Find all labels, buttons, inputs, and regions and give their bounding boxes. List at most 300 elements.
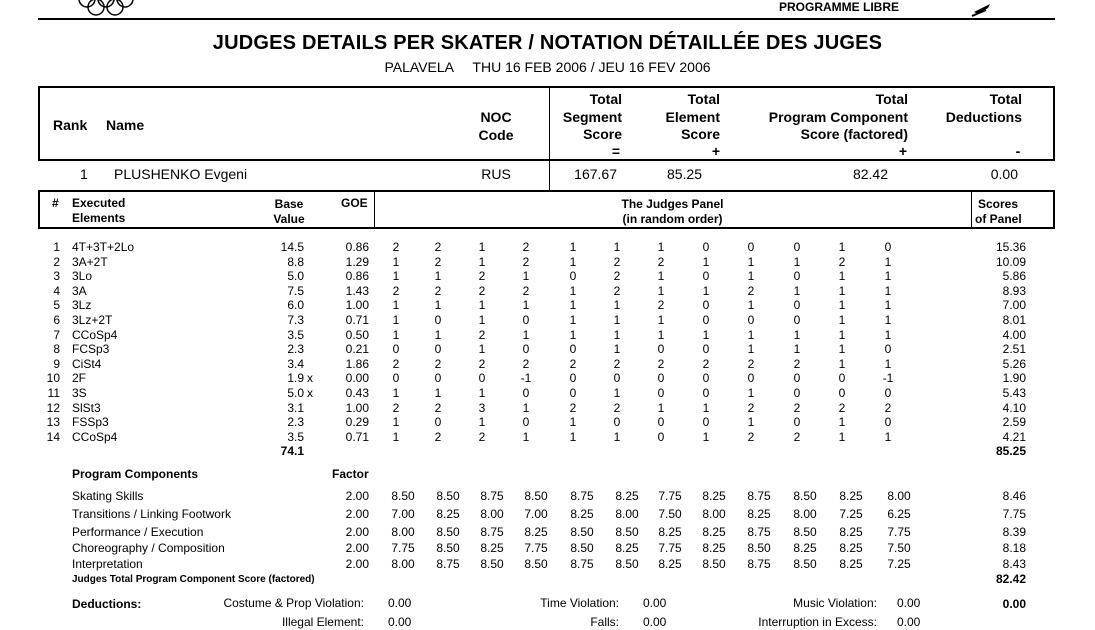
element-judge-mark: 2 (392, 400, 400, 415)
component-judge-mark: 8.25 (702, 541, 726, 555)
element-judge-mark: 1 (884, 254, 892, 269)
component-judge-mark: 8.00 (480, 507, 504, 521)
element-name: CiSt4 (72, 356, 102, 371)
element-judge-mark: 1 (569, 415, 577, 430)
element-judge-mark: 0 (522, 342, 530, 357)
element-judge-mark: 1 (884, 429, 892, 444)
element-judge-mark: -1 (882, 371, 894, 386)
element-base: 5.0 (287, 269, 304, 284)
component-judge-mark: 7.75 (887, 525, 911, 539)
element-judge-mark: 1 (569, 327, 577, 342)
element-judge-mark: 0 (838, 386, 846, 400)
element-judge-mark: 1 (702, 400, 710, 415)
component-judge-mark: 8.25 (839, 525, 863, 539)
element-judge-mark: 0 (702, 240, 710, 254)
olympic-rings-logo (78, 0, 134, 16)
element-num: 14 (46, 429, 60, 444)
element-judge-mark: 2 (392, 240, 400, 254)
component-judge-mark: 8.50 (524, 489, 548, 503)
component-judge-mark: 8.00 (391, 525, 415, 539)
component-judge-mark: 8.50 (747, 541, 771, 555)
element-goe: 1.29 (345, 254, 369, 269)
element-judge-mark: 2 (884, 400, 892, 415)
illegal-label: Illegal Element: (281, 615, 364, 629)
element-judge-mark: 1 (747, 269, 755, 284)
element-judge-mark: 2 (613, 356, 621, 371)
component-judge-mark: 8.25 (658, 525, 682, 539)
noc-header-2: Code (478, 127, 514, 143)
element-base: 3.4 (287, 356, 304, 371)
element-num: 2 (53, 254, 60, 269)
element-base: 2.3 (287, 342, 304, 357)
pcs-total-score: 82.42 (995, 572, 1026, 586)
component-name: Performance / Execution (72, 525, 204, 539)
time-label: Time Violation: (540, 596, 619, 610)
element-judge-mark: 1 (793, 283, 801, 298)
element-judge-mark: 0 (569, 269, 577, 284)
pcs-header-1: Total (875, 91, 908, 107)
element-judge-mark: 0 (702, 371, 710, 386)
element-judge-mark: 2 (569, 400, 577, 415)
element-judge-mark: 1 (838, 313, 846, 327)
element-name: 3A (72, 283, 87, 298)
component-judge-mark: 7.25 (839, 507, 863, 521)
component-judge-mark: 8.50 (570, 541, 594, 555)
scores-header-2: of Panel (975, 212, 1022, 226)
element-num: 13 (46, 415, 60, 430)
element-judge-mark: 1 (884, 283, 892, 298)
element-judge-mark: 2 (793, 429, 801, 444)
element-judge-mark: 2 (613, 283, 621, 298)
component-judge-mark: 7.50 (658, 507, 682, 521)
element-name: FCSp3 (72, 342, 110, 357)
component-panel-score: 8.39 (1002, 525, 1026, 539)
element-name: 3Lo (72, 269, 93, 284)
element-judge-mark: 2 (522, 254, 530, 269)
component-judge-mark: 8.00 (793, 507, 817, 521)
time-value: 0.00 (643, 596, 667, 610)
element-judge-mark: 1 (838, 283, 846, 298)
element-judge-mark: 0 (434, 415, 442, 430)
element-base: 3.5 (287, 429, 304, 444)
element-judge-mark: 0 (793, 386, 801, 400)
element-judge-mark: 1 (613, 429, 621, 444)
header-rule (38, 18, 1055, 20)
element-base: 7.5 (287, 283, 304, 298)
element-judge-mark: 2 (434, 254, 442, 269)
element-judge-mark: 2 (478, 356, 486, 371)
ded-header-4: - (1015, 143, 1021, 159)
element-judge-mark: 1 (838, 415, 846, 430)
element-judge-mark: 0 (657, 386, 665, 400)
element-judge-mark: 0 (793, 371, 801, 386)
element-judge-mark: 1 (657, 240, 665, 254)
element-judge-mark: 0 (392, 342, 400, 357)
component-judge-mark: 8.75 (480, 525, 504, 539)
music-label: Music Violation: (793, 596, 877, 610)
costume-value: 0.00 (388, 596, 412, 610)
element-judge-mark: 1 (838, 429, 846, 444)
element-name: CCoSp4 (72, 429, 118, 444)
exec-header-2: Elements (72, 211, 126, 225)
element-panel-score: 4.10 (1002, 400, 1026, 415)
deductions-total: 0.00 (1002, 597, 1026, 611)
element-judge-mark: 1 (613, 327, 621, 342)
element-name: SlSt3 (72, 400, 101, 415)
interruption-label: Interruption in Excess: (758, 615, 877, 629)
element-judge-mark: 0 (613, 415, 621, 430)
element-judge-mark: 1 (522, 327, 530, 342)
element-judge-mark: 2 (522, 356, 530, 371)
element-panel-score: 8.01 (1002, 313, 1026, 327)
element-judge-mark: 1 (884, 356, 892, 371)
component-judge-mark: 8.75 (747, 525, 771, 539)
element-late-mark: x (307, 386, 313, 400)
element-judge-mark: 2 (392, 283, 400, 298)
element-judge-mark: 0 (884, 342, 892, 357)
falls-value: 0.00 (643, 615, 667, 629)
element-base: 14.5 (280, 240, 304, 254)
panel-header-2: (in random order) (622, 212, 723, 226)
element-panel-score: 1.90 (1002, 371, 1026, 386)
element-name: FSSp3 (72, 415, 109, 430)
element-name: 2F (72, 371, 87, 386)
element-judge-mark: 1 (613, 342, 621, 357)
element-judge-mark: 0 (793, 313, 801, 327)
page-title: JUDGES DETAILS PER SKATER / NOTATION DÉTAILLÉE DES JUGES (212, 32, 883, 54)
element-judge-mark: 2 (613, 269, 621, 284)
element-judge-mark: 2 (657, 298, 665, 313)
tes-header-2: Element (665, 109, 720, 125)
element-judge-mark: 1 (613, 386, 621, 400)
component-judge-mark: 8.25 (524, 525, 548, 539)
element-judge-mark: 0 (434, 371, 442, 386)
component-judge-mark: 8.25 (658, 557, 682, 571)
element-judge-mark: 1 (747, 298, 755, 313)
component-name: Choreography / Composition (72, 541, 225, 555)
element-judge-mark: 2 (838, 254, 846, 269)
component-judge-mark: 8.50 (391, 489, 415, 503)
element-judge-mark: 0 (702, 313, 710, 327)
component-judge-mark: 8.75 (436, 557, 460, 571)
component-judge-mark: 8.00 (702, 507, 726, 521)
element-judge-mark: 2 (522, 240, 530, 254)
element-judge-mark: 0 (702, 269, 710, 284)
element-judge-mark: 2 (793, 356, 801, 371)
element-judge-mark: 2 (434, 240, 442, 254)
costume-label: Costume & Prop Violation: (223, 596, 364, 610)
element-judge-mark: 1 (793, 254, 801, 269)
rank-header: Rank (53, 117, 88, 133)
element-base: 1.9 (287, 371, 304, 386)
component-judge-mark: 8.00 (887, 489, 911, 503)
element-judge-mark: 1 (657, 327, 665, 342)
component-judge-mark: 7.75 (391, 541, 415, 555)
element-goe: 0.00 (345, 371, 369, 386)
element-judge-mark: 1 (793, 342, 801, 357)
element-judge-mark: 0 (884, 386, 892, 400)
element-judge-mark: 1 (657, 313, 665, 327)
component-judge-mark: 8.50 (480, 557, 504, 571)
component-factor: 2.00 (345, 507, 369, 521)
skater-rank: 1 (80, 166, 88, 182)
element-judge-mark: 2 (478, 327, 486, 342)
name-header: Name (106, 117, 145, 133)
elements-total-score: 85.25 (995, 444, 1026, 458)
element-judge-mark: 2 (478, 283, 486, 298)
element-judge-mark: 1 (569, 298, 577, 313)
element-judge-mark: 1 (569, 429, 577, 444)
ded-header-1: Total (989, 91, 1022, 107)
element-judge-mark: 0 (793, 240, 801, 254)
noc-header-1: NOC (480, 109, 512, 125)
component-factor: 2.00 (345, 557, 369, 571)
element-judge-mark: 0 (884, 415, 892, 430)
element-judge-mark: 2 (793, 400, 801, 415)
element-base: 3.5 (287, 327, 304, 342)
element-panel-score: 4.21 (1002, 429, 1026, 444)
element-judge-mark: 0 (522, 386, 530, 400)
element-judge-mark: 1 (884, 298, 892, 313)
falls-label: Falls: (590, 615, 619, 629)
element-judge-mark: 0 (747, 371, 755, 386)
element-judge-mark: 1 (434, 386, 442, 400)
component-judge-mark: 8.50 (436, 525, 460, 539)
skater-pcs: 82.42 (852, 166, 888, 182)
skater-tes: 85.25 (666, 166, 702, 182)
element-base: 3.1 (287, 400, 304, 415)
component-judge-mark: 8.25 (436, 507, 460, 521)
element-judge-mark: 2 (613, 400, 621, 415)
skater-ded: 0.00 (990, 166, 1018, 182)
element-judge-mark: 1 (613, 313, 621, 327)
element-judge-mark: 1 (392, 386, 400, 400)
element-judge-mark: 0 (702, 415, 710, 430)
component-judge-mark: 8.75 (570, 489, 594, 503)
element-judge-mark: 1 (747, 342, 755, 357)
deductions-label: Deductions: (72, 597, 142, 611)
element-judge-mark: 0 (657, 342, 665, 357)
element-judge-mark: 1 (884, 313, 892, 327)
component-judge-mark: 8.25 (570, 507, 594, 521)
element-panel-score: 10.09 (995, 254, 1026, 269)
element-num: 12 (46, 400, 60, 415)
pcs-header-2: Program Component (768, 109, 908, 125)
component-judge-mark: 8.00 (615, 507, 639, 521)
element-panel-score: 5.43 (1002, 386, 1026, 400)
element-base: 7.3 (287, 313, 304, 327)
element-judge-mark: 3 (478, 400, 486, 415)
element-goe: 0.86 (345, 240, 369, 254)
element-judge-mark: 0 (569, 386, 577, 400)
element-judge-mark: 2 (657, 254, 665, 269)
page-subtitle: PALAVELA THU 16 FEB 2006 / JEU 16 FEV 2006 (384, 59, 711, 75)
element-judge-mark: 2 (478, 269, 486, 284)
element-judge-mark: 2 (522, 283, 530, 298)
component-judge-mark: 8.50 (615, 557, 639, 571)
element-panel-score: 8.93 (1002, 283, 1026, 298)
element-judge-mark: 1 (522, 400, 530, 415)
element-num: 11 (47, 386, 60, 400)
element-judge-mark: 1 (613, 298, 621, 313)
component-judge-mark: 8.50 (702, 557, 726, 571)
component-name: Skating Skills (72, 489, 144, 503)
component-judge-mark: 8.25 (615, 541, 639, 555)
element-judge-mark: 1 (522, 269, 530, 284)
component-judge-mark: 7.50 (887, 541, 911, 555)
pcs-header-3: Score (factored) (800, 126, 908, 142)
tss-header-4: = (611, 143, 621, 159)
element-panel-score: 5.86 (1002, 269, 1026, 284)
element-judge-mark: 0 (392, 371, 400, 386)
element-judge-mark: 0 (522, 313, 530, 327)
base-header-2: Value (273, 212, 305, 226)
goe-header: GOE (341, 196, 368, 210)
element-judge-mark: 1 (838, 240, 846, 254)
component-judge-mark: 8.50 (524, 557, 548, 571)
component-judge-mark: 8.50 (436, 541, 460, 555)
element-judge-mark: 0 (884, 240, 892, 254)
element-num: 9 (53, 356, 60, 371)
element-judge-mark: 1 (747, 254, 755, 269)
element-judge-mark: 1 (392, 269, 400, 284)
element-judge-mark: 1 (434, 327, 442, 342)
element-num: 5 (53, 298, 60, 313)
element-judge-mark: 0 (657, 415, 665, 430)
element-panel-score: 2.51 (1002, 342, 1026, 357)
component-judge-mark: 8.50 (570, 525, 594, 539)
component-judge-mark: 8.25 (747, 507, 771, 521)
component-judge-mark: 7.75 (658, 489, 682, 503)
component-judge-mark: 7.75 (658, 541, 682, 555)
element-judge-mark: 0 (522, 415, 530, 430)
element-judge-mark: 2 (434, 429, 442, 444)
element-judge-mark: 2 (747, 400, 755, 415)
programme-label: PROGRAMME LIBRE (779, 0, 899, 14)
element-judge-mark: 0 (747, 240, 755, 254)
element-judge-mark: 1 (392, 254, 400, 269)
element-judge-mark: 1 (478, 240, 486, 254)
element-judge-mark: 2 (747, 283, 755, 298)
component-judge-mark: 8.75 (480, 489, 504, 503)
element-judge-mark: 1 (838, 356, 846, 371)
elements-total-base: 74.1 (280, 444, 304, 458)
ded-header-2: Deductions (945, 109, 1022, 125)
element-judge-mark: 1 (838, 298, 846, 313)
element-judge-mark: 2 (392, 356, 400, 371)
element-judge-mark: 0 (747, 313, 755, 327)
element-base: 5.0 (287, 386, 304, 400)
component-judge-mark: 8.25 (702, 525, 726, 539)
component-judge-mark: 8.75 (747, 489, 771, 503)
element-judge-mark: 1 (478, 254, 486, 269)
component-judge-mark: 7.25 (887, 557, 911, 571)
component-judge-mark: 8.25 (839, 557, 863, 571)
element-judge-mark: 1 (569, 313, 577, 327)
element-name: 3Lz+2T (72, 313, 113, 327)
element-name: 3S (72, 386, 87, 400)
tes-header-3: Score (681, 126, 720, 142)
component-judge-mark: 8.25 (615, 489, 639, 503)
element-judge-mark: 2 (613, 254, 621, 269)
skater-tss: 167.67 (574, 166, 617, 182)
element-judge-mark: 1 (392, 429, 400, 444)
component-judge-mark: 8.25 (839, 489, 863, 503)
element-goe: 0.71 (345, 429, 369, 444)
element-judge-mark: 1 (884, 269, 892, 284)
tes-header-1: Total (687, 91, 720, 107)
component-panel-score: 8.43 (1002, 557, 1026, 571)
element-judge-mark: 1 (702, 327, 710, 342)
tes-header-4: + (711, 143, 721, 159)
component-panel-score: 8.18 (1002, 541, 1026, 555)
element-judge-mark: 0 (838, 371, 846, 386)
element-judge-mark: 2 (747, 356, 755, 371)
element-goe: 1.86 (345, 356, 369, 371)
element-goe: 1.00 (345, 400, 369, 415)
element-judge-mark: 1 (702, 429, 710, 444)
element-goe: 0.71 (345, 313, 369, 327)
element-base: 8.8 (287, 254, 304, 269)
component-judge-mark: 7.00 (524, 507, 548, 521)
element-num: 6 (53, 313, 60, 327)
element-judge-mark: 1 (434, 269, 442, 284)
element-panel-score: 15.36 (995, 240, 1026, 254)
element-judge-mark: 1 (392, 298, 400, 313)
element-judge-mark: 1 (838, 269, 846, 284)
element-num: 7 (53, 327, 60, 342)
element-judge-mark: 1 (478, 298, 486, 313)
element-judge-mark: 2 (434, 400, 442, 415)
component-name: Transitions / Linking Footwork (72, 507, 231, 521)
element-judge-mark: 0 (613, 371, 621, 386)
skater-pictogram-icon (970, 0, 994, 18)
element-name: CCoSp4 (72, 327, 118, 342)
interruption-value: 0.00 (897, 615, 921, 629)
component-factor: 2.00 (345, 525, 369, 539)
pcs-total-label: Judges Total Program Component Score (factored) (72, 574, 315, 585)
element-judge-mark: -1 (520, 371, 532, 386)
element-judge-mark: 1 (838, 342, 846, 357)
exec-header-1: Executed (72, 196, 126, 210)
element-judge-mark: 2 (657, 356, 665, 371)
component-judge-mark: 8.75 (570, 557, 594, 571)
component-judge-mark: 8.50 (793, 525, 817, 539)
element-judge-mark: 1 (884, 327, 892, 342)
element-judge-mark: 0 (793, 269, 801, 284)
element-judge-mark: 2 (747, 429, 755, 444)
element-judge-mark: 1 (613, 240, 621, 254)
element-judge-mark: 1 (702, 283, 710, 298)
component-panel-score: 8.46 (1002, 489, 1026, 503)
component-judge-mark: 8.75 (747, 557, 771, 571)
element-judge-mark: 0 (569, 342, 577, 357)
component-judge-mark: 8.50 (615, 525, 639, 539)
element-goe: 0.50 (345, 327, 369, 342)
component-name: Interpretation (72, 557, 143, 571)
element-panel-score: 5.26 (1002, 356, 1026, 371)
pcs-header-4: + (898, 143, 908, 159)
element-name: 3Lz (72, 298, 92, 313)
element-goe: 0.43 (345, 386, 369, 400)
element-name: 4T+3T+2Lo (72, 240, 135, 254)
component-judge-mark: 7.75 (524, 541, 548, 555)
element-num: 8 (53, 342, 60, 357)
element-judge-mark: 1 (747, 327, 755, 342)
component-judge-mark: 6.25 (887, 507, 911, 521)
element-base: 6.0 (287, 298, 304, 313)
tss-header-2: Segment (562, 109, 622, 125)
